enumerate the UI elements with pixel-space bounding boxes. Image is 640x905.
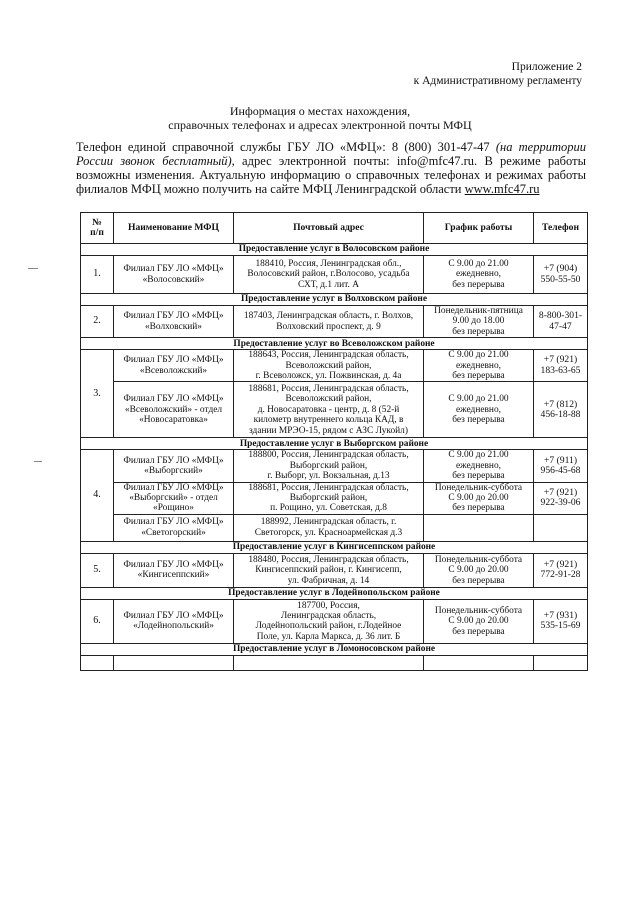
intro-email-text: , адрес электронной почты: info@mfc47.ru.	[231, 154, 478, 168]
phone-number: +7 (904) 550-55-50	[534, 256, 588, 294]
header-name: Наименование МФЦ	[114, 213, 234, 244]
intro-paragraph	[76, 140, 586, 196]
postal-address: 187403, Ленинградская область, г. Волхов, Волховский проспект, д. 9	[234, 306, 424, 338]
work-schedule: С 9.00 до 21.00 ежедневно, без перерыва	[424, 450, 534, 482]
phone-number: +7 (911) 956-45-68	[534, 450, 588, 482]
work-schedule: С 9.00 до 21.00 ежедневно, без перерыва	[424, 350, 534, 382]
postal-address: 188681, Россия, Ленинградская область, Выборгский район, п. Рощино, ул. Советская, д.8	[234, 482, 424, 514]
scan-mark	[28, 268, 38, 269]
appendix-line-2: к Административному регламенту	[413, 75, 582, 87]
table-row	[81, 514, 588, 541]
phone-number: +7 (812) 456-18-88	[534, 382, 588, 438]
mfc-table	[80, 212, 588, 671]
intro-phone-text: Телефон единой справочной службы ГБУ ЛО «МФЦ»: 8 (800) 301-47-47	[76, 140, 496, 154]
section-row	[81, 294, 588, 306]
phone-number: +7 (931) 535-15-69	[534, 599, 588, 643]
section-title: Предоставление услуг в Волховском районе	[81, 294, 588, 306]
branch-name: Филиал ГБУ ЛО «МФЦ» «Выборгский» - отдел «Рощино»	[114, 482, 234, 514]
appendix-line-1: Приложение 2	[511, 61, 582, 73]
phone-number: +7 (921) 183-63-65	[534, 350, 588, 382]
postal-address: 187700, Россия, Ленинградская область, Лодейнопольский район, г.Лодейное Поле, ул. Карла Маркса, д. 36 лит. Б	[234, 599, 424, 643]
title-line-1: Информация о местах нахождения,	[229, 104, 411, 118]
postal-address: 188643, Россия, Ленинградская область, Всеволожский район, г. Всеволожск, ул. Пожвинская, д. 4а	[234, 350, 424, 382]
section-row	[81, 643, 588, 655]
row-number: 3.	[81, 350, 114, 438]
intro-changes-text: В режиме работы возможны изменения. Актуальную информацию о справочных телефонах и режимах работы филиалов МФЦ можно получить на сайте МФЦ Ленинградской области	[76, 154, 586, 196]
work-schedule: Понедельник-суббота С 9.00 до 20.00 без перерыва	[424, 482, 534, 514]
table-body	[81, 244, 588, 671]
phone-number	[534, 514, 588, 541]
table-header-row	[81, 213, 588, 244]
header-phone: Телефон	[534, 213, 588, 244]
section-row	[81, 338, 588, 350]
title-line-2: справочных телефонах и адресах электронной почты МФЦ	[168, 118, 472, 132]
branch-name: Филиал ГБУ ЛО «МФЦ» «Всеволожский» - отдел «Новосаратовка»	[114, 382, 234, 438]
work-schedule: С 9.00 до 21.00 ежедневно, без перерыва	[424, 382, 534, 438]
section-row	[81, 541, 588, 553]
row-number: 1.	[81, 256, 114, 294]
site-link[interactable]: www.mfc47.ru	[464, 182, 540, 196]
table-row	[81, 256, 588, 294]
postal-address: 188992, Ленинградская область, г. Светогорск, ул. Красноармейская д.3	[234, 514, 424, 541]
appendix-note	[414, 60, 582, 88]
postal-address: 188800, Россия, Ленинградская область, Выборгский район, г. Выборг, ул. Вокзальная, д.13	[234, 450, 424, 482]
section-title: Предоставление услуг в Ломоносовском районе	[81, 643, 588, 655]
work-schedule: С 9.00 до 21.00 ежедневно, без перерыва	[424, 256, 534, 294]
empty-cell	[234, 655, 424, 670]
branch-name: Филиал ГБУ ЛО «МФЦ» «Лодейнопольский»	[114, 599, 234, 643]
empty-cell	[81, 655, 114, 670]
row-number: 2.	[81, 306, 114, 338]
section-row	[81, 244, 588, 256]
table-row	[81, 350, 588, 382]
empty-cell	[114, 655, 234, 670]
section-title: Предоставление услуг в Волосовском районе	[81, 244, 588, 256]
phone-number: +7 (921) 772-91-28	[534, 553, 588, 587]
branch-name: Филиал ГБУ ЛО «МФЦ» «Волховский»	[114, 306, 234, 338]
postal-address: 188681, Россия, Ленинградская область, Всеволожский район, д. Новосаратовка - центр, д. 8 (52-й километр внутреннего кольца КАД, в здании МРЭО-15, рядом с АЗС Лукойл)	[234, 382, 424, 438]
row-number: 4.	[81, 450, 114, 541]
table-row	[81, 306, 588, 338]
empty-cell	[424, 655, 534, 670]
empty-cell	[534, 655, 588, 670]
section-title: Предоставление услуг в Лодейнопольском районе	[81, 587, 588, 599]
branch-name: Филиал ГБУ ЛО «МФЦ» «Выборгский»	[114, 450, 234, 482]
work-schedule: Понедельник-суббота С 9.00 до 20.00 без перерыва	[424, 599, 534, 643]
table-row	[81, 450, 588, 482]
document-title	[0, 104, 640, 132]
header-num: № п/п	[81, 213, 114, 244]
section-title: Предоставление услуг в Кингисеппском районе	[81, 541, 588, 553]
header-schedule: График работы	[424, 213, 534, 244]
work-schedule: Понедельник-суббота С 9.00 до 20.00 без перерыва	[424, 553, 534, 587]
work-schedule	[424, 514, 534, 541]
phone-number: +7 (921) 922-39-06	[534, 482, 588, 514]
branch-name: Филиал ГБУ ЛО «МФЦ» «Волосовский»	[114, 256, 234, 294]
branch-name: Филиал ГБУ ЛО «МФЦ» «Всеволожский»	[114, 350, 234, 382]
section-title: Предоставление услуг во Всеволожском районе	[81, 338, 588, 350]
scan-mark	[34, 461, 42, 462]
table-row	[81, 482, 588, 514]
table-row	[81, 599, 588, 643]
row-number: 6.	[81, 599, 114, 643]
postal-address: 188480, Россия, Ленинградская область, Кингисеппский район, г. Кингисепп, ул. Фабричная, д. 14	[234, 553, 424, 587]
header-address: Почтовый адрес	[234, 213, 424, 244]
section-row	[81, 587, 588, 599]
table-row	[81, 382, 588, 438]
branch-name: Филиал ГБУ ЛО «МФЦ» «Светогорский»	[114, 514, 234, 541]
intro-free-call-note: (на территории России звонок бесплатный)	[76, 140, 587, 168]
postal-address: 188410, Россия, Ленинградская обл., Волосовский район, г.Волосово, усадьба СХТ, д.1 лит. А	[234, 256, 424, 294]
table-row-partial	[81, 655, 588, 670]
section-title: Предоставление услуг в Выборгском районе	[81, 438, 588, 450]
branch-name: Филиал ГБУ ЛО «МФЦ» «Кингисеппский»	[114, 553, 234, 587]
phone-number: 8-800-301-47-47	[534, 306, 588, 338]
row-number: 5.	[81, 553, 114, 587]
section-row	[81, 438, 588, 450]
work-schedule: Понедельник-пятница 9.00 до 18.00 без перерыва	[424, 306, 534, 338]
table-row	[81, 553, 588, 587]
